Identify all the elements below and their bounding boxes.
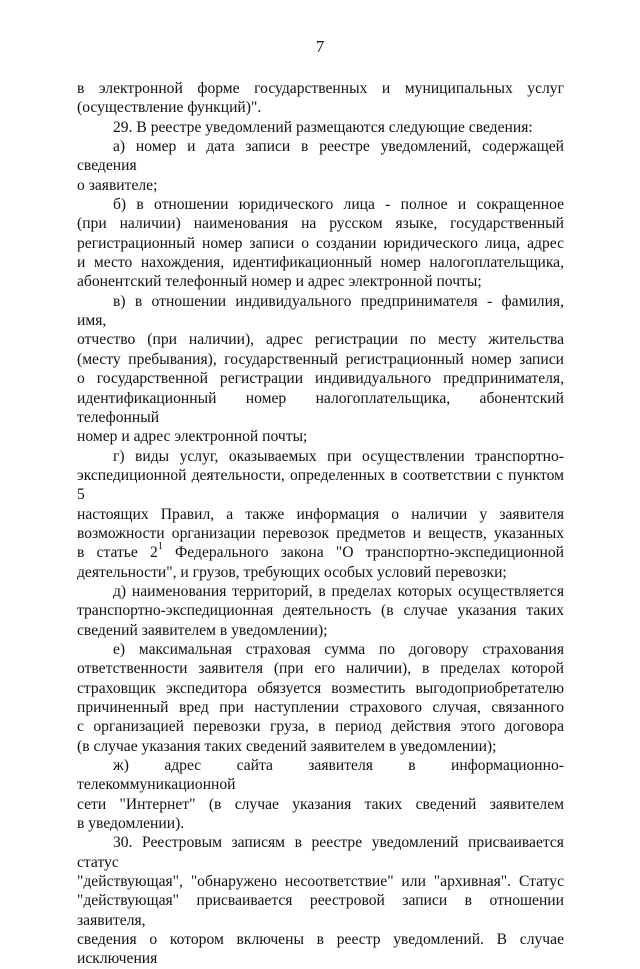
paragraph-29a [77,137,564,195]
text-line: о заявителе; [77,176,158,194]
paragraph-29 [77,118,564,137]
paragraph-29e [77,640,564,756]
superscript-1: 1 [157,541,163,553]
text-line: г) виды услуг, оказываемых при осуществлении транспортно- [113,447,564,465]
text-line: ж) адрес сайта заявителя в информационно-телекоммуникационной [77,757,564,794]
text-line: о государственной регистрации индивидуального предпринимателя, [77,370,564,388]
text-line: с организацией перевозки груза, в период действия этого договора [77,718,564,736]
paragraph-29zh [77,756,564,833]
text-line: сведений заявителем в уведомлении); [77,621,328,639]
paragraph-29v [77,292,564,447]
text-line: в) в отношении индивидуального предпринимателя - фамилия, имя, [77,292,564,330]
text-line: "действующая", "обнаружено несоответствие" или "архивная". Статус [77,873,564,891]
text-line: (в случае указания таких сведений заявителем в уведомлении); [77,737,497,755]
text-line: сведения о котором включены в реестр уведомлений. В случае исключения [77,931,564,968]
text-line: возможности организации перевозок предметов и веществ, указанных [77,524,564,542]
paragraph-29g [77,447,564,582]
paragraph-29b [77,195,564,292]
text-line: д) наименования территорий, в пределах которых осуществляется [113,582,564,600]
paragraph-intro-continuation [77,79,564,118]
text-line: причиненный вред при наступлении страхового случая, связанного [77,699,564,716]
page-number: 7 [315,37,325,56]
paragraph-29d [77,582,564,640]
text-line: (осуществление функций)". [77,99,262,117]
text-line: 30. Реестровым записям в реестре уведомлений присваивается статус [77,834,564,871]
document-body [77,79,564,969]
text-line: регистрационный номер записи о создании юридического лица, адрес [77,234,564,252]
text-line: ответственности заявителя (при его наличии), в пределах которой [77,660,564,678]
text-line: (месту пребывания), государственный регистрационный номер записи [77,350,564,368]
text-line [77,543,564,562]
text-line: экспедиционной деятельности, определенных в соответствии с пунктом 5 [77,466,564,504]
text-line: в уведомлении). [77,815,185,833]
text-line: страховщик экспедитора обязуется возместить выгодоприобретателю [77,679,564,697]
text-line: настоящих Правил, а также информация о наличии у заявителя [77,505,564,523]
text-line: номер и адрес электронной почты; [77,428,308,446]
text-line: б) в отношении юридического лица - полное и сокращенное [113,196,564,214]
text-line: е) максимальная страховая сумма по договору страхования [113,640,564,658]
text-line: 29. В реестре уведомлений размещаются следующие сведения: [113,118,533,136]
text-line: абонентский телефонный номер и адрес электронной почты; [77,273,482,291]
text-line: а) номер и дата записи в реестре уведомлений, содержащей сведения [77,138,564,175]
text-line: (при наличии) наименования на русском языке, государственный [77,215,564,233]
text-line: отчество (при наличии), адрес регистрации по месту жительства [77,331,564,349]
paragraph-30 [77,833,564,968]
text-line: транспортно-экспедиционная деятельность (в случае указания таких [77,602,564,620]
text-line: сети "Интернет" (в случае указания таких сведений заявителем [77,795,564,813]
text-line: и место нахождения, идентификационный номер налогоплательщика, [77,254,564,272]
text-fragment: в статье 2 [77,544,158,562]
text-line: "действующая" присваивается реестровой записи в отношении заявителя, [77,892,564,929]
text-line: в электронной форме государственных и муниципальных услуг [77,80,564,97]
text-line: идентификационный номер налогоплательщика, абонентский телефонный [77,389,564,426]
text-fragment: Федерального закона "О транспортно-экспедиционной [162,544,564,562]
text-line: деятельности", и грузов, требующих особых условий перевозки; [77,563,507,581]
